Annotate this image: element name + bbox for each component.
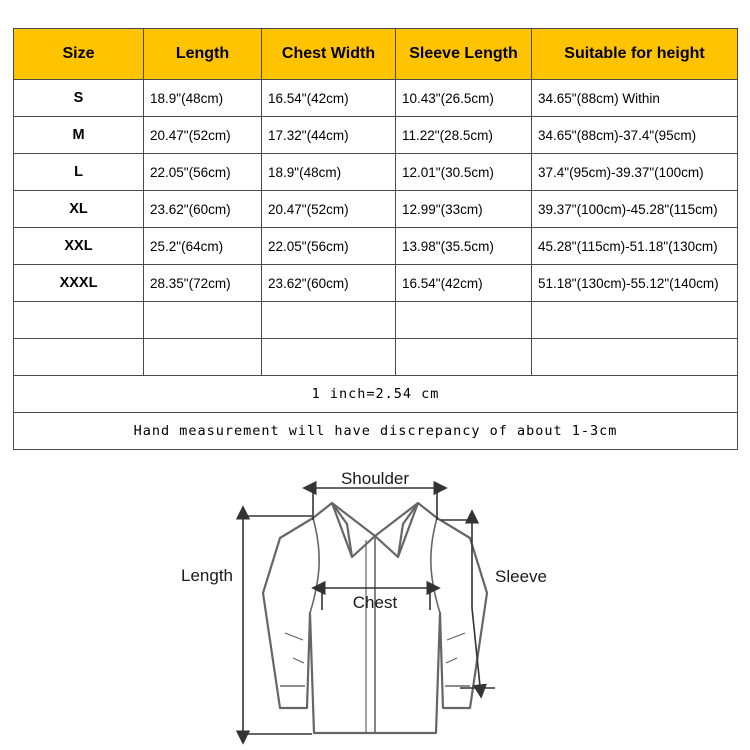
size-table-header: [14, 29, 738, 80]
cell-height: 34.65"(88cm)-37.4"(95cm): [532, 117, 738, 154]
cell-height: 45.28"(115cm)-51.18"(130cm): [532, 228, 738, 265]
cell-size: [14, 302, 144, 339]
cell-size: M: [14, 117, 144, 154]
cell-size: XXXL: [14, 265, 144, 302]
cell-chest: [262, 339, 396, 376]
cell-chest: 17.32"(44cm): [262, 117, 396, 154]
column-header-suitable-height: Suitable for height: [532, 29, 738, 80]
cell-size: L: [14, 154, 144, 191]
column-header-length: Length: [144, 29, 262, 80]
cell-size: XXL: [14, 228, 144, 265]
cell-chest: 16.54"(42cm): [262, 80, 396, 117]
note-inch-conversion: 1 inch=2.54 cm: [14, 376, 738, 413]
table-row: [14, 228, 738, 265]
cell-length: 28.35"(72cm): [144, 265, 262, 302]
cell-sleeve: 16.54"(42cm): [396, 265, 532, 302]
cell-sleeve: 12.01"(30.5cm): [396, 154, 532, 191]
shirt-illustration: [263, 503, 487, 733]
cell-chest: [262, 302, 396, 339]
cell-sleeve: [396, 339, 532, 376]
cell-sleeve: 12.99"(33cm): [396, 191, 532, 228]
cell-chest: 20.47"(52cm): [262, 191, 396, 228]
cell-sleeve: 11.22"(28.5cm): [396, 117, 532, 154]
size-table-body: [14, 80, 738, 450]
sleeve-dimension: [441, 520, 495, 688]
cell-chest: 18.9"(48cm): [262, 154, 396, 191]
cell-size: [14, 339, 144, 376]
cell-height: [532, 302, 738, 339]
cell-length: [144, 339, 262, 376]
size-table-container: [13, 28, 737, 450]
table-row-empty: [14, 339, 738, 376]
cell-length: 25.2"(64cm): [144, 228, 262, 265]
table-row: [14, 117, 738, 154]
shoulder-label: Shoulder: [340, 469, 410, 488]
column-header-size: Size: [14, 29, 144, 80]
cell-size: XL: [14, 191, 144, 228]
table-row: [14, 154, 738, 191]
sleeve-label: Sleeve: [495, 567, 547, 586]
note-measurement-discrepancy: Hand measurement will have discrepancy of about 1-3cm: [14, 413, 738, 450]
cell-height: [532, 339, 738, 376]
table-row-empty: [14, 302, 738, 339]
table-row: [14, 80, 738, 117]
table-row: [14, 265, 738, 302]
column-header-chest-width: Chest Width: [262, 29, 396, 80]
cell-sleeve: 13.98"(35.5cm): [396, 228, 532, 265]
cell-height: 37.4"(95cm)-39.37"(100cm): [532, 154, 738, 191]
cell-length: 18.9"(48cm): [144, 80, 262, 117]
table-header-row: [14, 29, 738, 80]
cell-size: S: [14, 80, 144, 117]
table-note-row: [14, 376, 738, 413]
garment-measurement-diagram: [0, 458, 750, 750]
size-table: [13, 28, 738, 450]
cell-length: 20.47"(52cm): [144, 117, 262, 154]
length-label: Length: [181, 566, 233, 585]
cell-height: 51.18"(130cm)-55.12"(140cm): [532, 265, 738, 302]
chest-label: Chest: [352, 593, 398, 612]
table-note-row: [14, 413, 738, 450]
cell-chest: 23.62"(60cm): [262, 265, 396, 302]
cell-length: 23.62"(60cm): [144, 191, 262, 228]
cell-sleeve: [396, 302, 532, 339]
cell-height: 39.37"(100cm)-45.28"(115cm): [532, 191, 738, 228]
cell-sleeve: 10.43"(26.5cm): [396, 80, 532, 117]
cell-length: 22.05"(56cm): [144, 154, 262, 191]
cell-height: 34.65"(88cm) Within: [532, 80, 738, 117]
cell-chest: 22.05"(56cm): [262, 228, 396, 265]
column-header-sleeve-length: Sleeve Length: [396, 29, 532, 80]
cell-length: [144, 302, 262, 339]
table-row: [14, 191, 738, 228]
